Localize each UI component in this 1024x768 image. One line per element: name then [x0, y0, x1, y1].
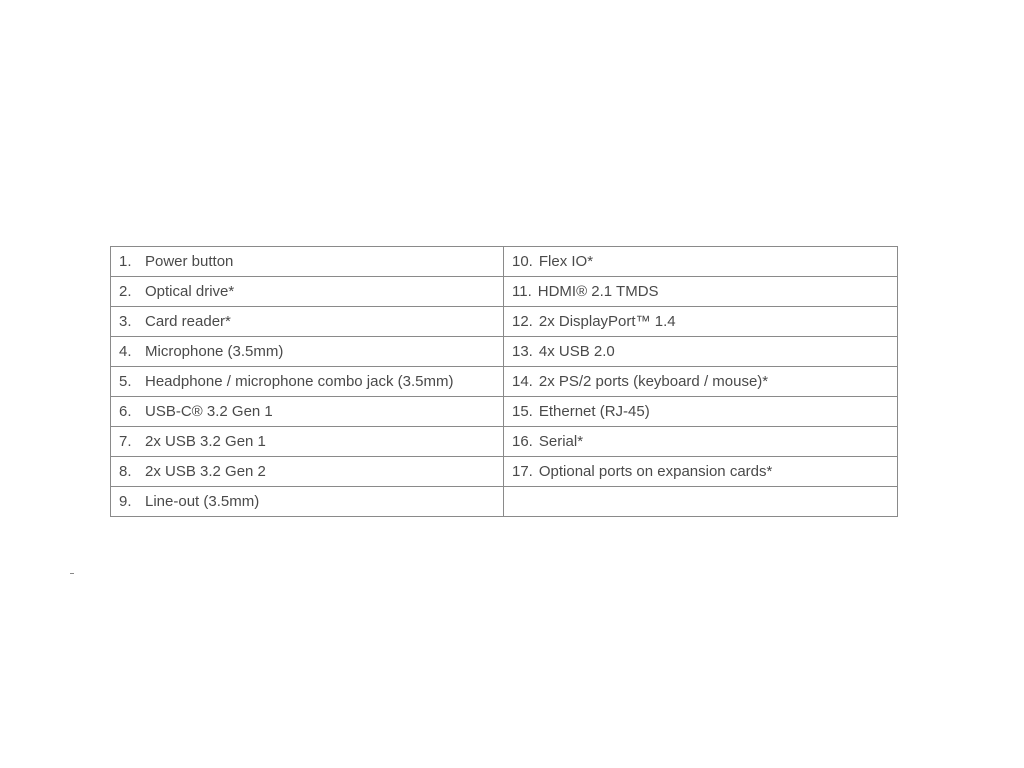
port-number: 9.: [119, 493, 132, 510]
port-number: 15.: [512, 403, 533, 420]
table-row: [111, 277, 898, 307]
port-number: 14.: [512, 373, 533, 390]
port-label: Card reader*: [145, 313, 231, 330]
port-label: 2x USB 3.2 Gen 1: [145, 433, 266, 450]
port-label: 2x USB 3.2 Gen 2: [145, 463, 266, 480]
table-row: [111, 397, 898, 427]
port-number: 2.: [119, 283, 132, 300]
port-cell: [504, 247, 898, 277]
port-number: 7.: [119, 433, 132, 450]
port-cell: [504, 277, 898, 307]
table-row: [111, 457, 898, 487]
port-cell: [111, 337, 504, 367]
port-cell: [504, 307, 898, 337]
port-number: 13.: [512, 343, 533, 360]
port-label: Serial*: [538, 433, 584, 450]
port-label: Line-out (3.5mm): [145, 493, 260, 510]
port-label: 2x DisplayPort™ 1.4: [538, 313, 676, 330]
port-number: 10.: [512, 253, 533, 270]
table-row: [111, 427, 898, 457]
port-label: Flex IO*: [538, 253, 594, 270]
port-number: 3.: [119, 313, 132, 330]
port-label: 2x PS/2 ports (keyboard / mouse)*: [538, 373, 769, 390]
port-cell: [111, 307, 504, 337]
table-row: [111, 367, 898, 397]
port-label: Optical drive*: [145, 283, 235, 300]
port-cell: [504, 337, 898, 367]
table-row: [111, 307, 898, 337]
port-cell: [111, 397, 504, 427]
port-cell: [504, 397, 898, 427]
port-cell: [111, 247, 504, 277]
port-cell: [111, 457, 504, 487]
table-row: [111, 487, 898, 517]
port-cell: [504, 427, 898, 457]
port-cell: [111, 487, 504, 517]
port-label: USB-C® 3.2 Gen 1: [145, 403, 273, 420]
table-row: [111, 247, 898, 277]
port-label: 4x USB 2.0: [538, 343, 615, 360]
port-cell: [504, 367, 898, 397]
port-number: 17.: [512, 463, 533, 480]
table-row: [111, 337, 898, 367]
port-label: HDMI® 2.1 TMDS: [537, 283, 659, 300]
port-label: Power button: [145, 253, 234, 270]
port-cell: [111, 367, 504, 397]
port-cell: [111, 427, 504, 457]
port-number: 6.: [119, 403, 132, 420]
stray-mark: [70, 573, 74, 574]
empty-cell: [504, 487, 898, 517]
port-label: Optional ports on expansion cards*: [538, 463, 773, 480]
port-number: 5.: [119, 373, 132, 390]
port-number: 11.: [512, 283, 532, 300]
ports-table: [110, 246, 898, 517]
port-cell: [504, 457, 898, 487]
port-label: Ethernet (RJ-45): [538, 403, 650, 420]
port-cell: [111, 277, 504, 307]
port-label: Microphone (3.5mm): [145, 343, 284, 360]
port-number: 8.: [119, 463, 132, 480]
port-number: 4.: [119, 343, 132, 360]
port-label: Headphone / microphone combo jack (3.5mm): [145, 373, 454, 390]
port-number: 1.: [119, 253, 132, 270]
port-number: 16.: [512, 433, 533, 450]
port-number: 12.: [512, 313, 533, 330]
